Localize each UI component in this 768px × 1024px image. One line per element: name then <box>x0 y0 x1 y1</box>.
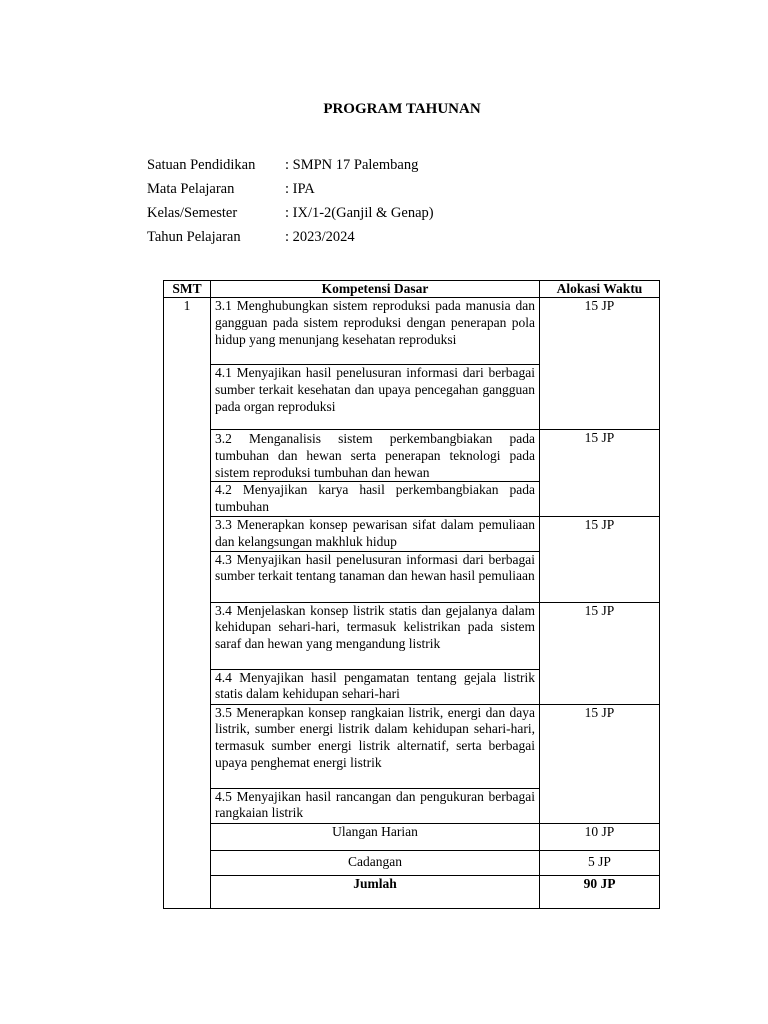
table-header-row <box>164 281 660 298</box>
meta-row <box>147 179 434 203</box>
kd-cell: 4.1 Menyajikan hasil penelusuran informasi dari berbagai sumber terkait kesehatan dan upaya pencegahan gangguan pada organ reproduksi <box>211 365 540 430</box>
cadangan-label: Cadangan <box>211 850 540 875</box>
kd-cell: 4.3 Menyajikan hasil penelusuran informasi dari berbagai sumber terkait tentang tanaman dan hewan hasil pemuliaan <box>211 551 540 602</box>
program-table <box>163 280 660 909</box>
meta-value: : SMPN 17 Palembang <box>285 157 419 173</box>
meta-value: : IPA <box>285 181 315 197</box>
cadangan-value: 5 JP <box>540 850 660 875</box>
table-row <box>164 875 660 908</box>
header-kompetensi-dasar: Kompetensi Dasar <box>211 281 540 298</box>
kd-cell: 3.1 Menghubungkan sistem reproduksi pada manusia dan gangguan pada sistem reproduksi dengan penerapan pola hidup yang menunjang kesehatan reproduksi <box>211 298 540 365</box>
meta-label: Tahun Pelajaran <box>147 229 241 245</box>
kd-cell: 4.5 Menyajikan hasil rancangan dan pengukuran berbagai rangkaian listrik <box>211 788 540 823</box>
kd-cell: 3.2 Menganalisis sistem perkembangbiakan pada tumbuhan dan hewan serta penerapan teknologi pada sistem reproduksi tumbuhan dan hewan <box>211 430 540 482</box>
table-row <box>164 850 660 875</box>
semester-cell: 1 <box>164 298 211 909</box>
meta-value: : IX/1-2(Ganjil & Genap) <box>285 205 434 221</box>
table-row <box>164 430 660 482</box>
table-row <box>164 823 660 850</box>
jp-cell: 15 JP <box>540 298 660 430</box>
table-row <box>164 516 660 551</box>
kd-cell: 3.4 Menjelaskan konsep listrik statis dan gejalanya dalam kehidupan sehari-hari, termasuk kelistrikan pada sistem saraf dan hewan yang mengandung listrik <box>211 602 540 669</box>
meta-row <box>147 227 434 251</box>
jp-cell: 15 JP <box>540 430 660 517</box>
kd-cell: 3.3 Menerapkan konsep pewarisan sifat dalam pemuliaan dan kelangsungan makhluk hidup <box>211 516 540 551</box>
jp-cell: 15 JP <box>540 602 660 704</box>
kd-cell: 3.5 Menerapkan konsep rangkaian listrik, energi dan daya listrik, sumber energi listrik dalam kehidupan sehari-hari, termasuk sumber energi listrik alternatif, serta berbagai upaya penghemat energi listrik <box>211 704 540 788</box>
table-row <box>164 602 660 669</box>
jp-cell: 15 JP <box>540 704 660 823</box>
header-alokasi-waktu: Alokasi Waktu <box>540 281 660 298</box>
meta-label: Kelas/Semester <box>147 205 238 221</box>
jp-cell: 15 JP <box>540 516 660 602</box>
meta-label: Mata Pelajaran <box>147 181 235 197</box>
meta-value: : 2023/2024 <box>285 229 355 245</box>
table-row <box>164 704 660 788</box>
document-title: PROGRAM TAHUNAN <box>323 101 481 117</box>
ulangan-harian-value: 10 JP <box>540 823 660 850</box>
table-row <box>164 298 660 365</box>
header-smt: SMT <box>164 281 211 298</box>
ulangan-harian-label: Ulangan Harian <box>211 823 540 850</box>
meta-row <box>147 155 434 179</box>
jumlah-value: 90 JP <box>540 875 660 908</box>
meta-row <box>147 203 434 227</box>
kd-cell: 4.2 Menyajikan karya hasil perkembangbiakan pada tumbuhan <box>211 482 540 517</box>
kd-cell: 4.4 Menyajikan hasil pengamatan tentang gejala listrik statis dalam kehidupan sehari-hari <box>211 669 540 704</box>
document-meta <box>147 155 434 251</box>
meta-label: Satuan Pendidikan <box>147 157 256 173</box>
jumlah-label: Jumlah <box>211 875 540 908</box>
